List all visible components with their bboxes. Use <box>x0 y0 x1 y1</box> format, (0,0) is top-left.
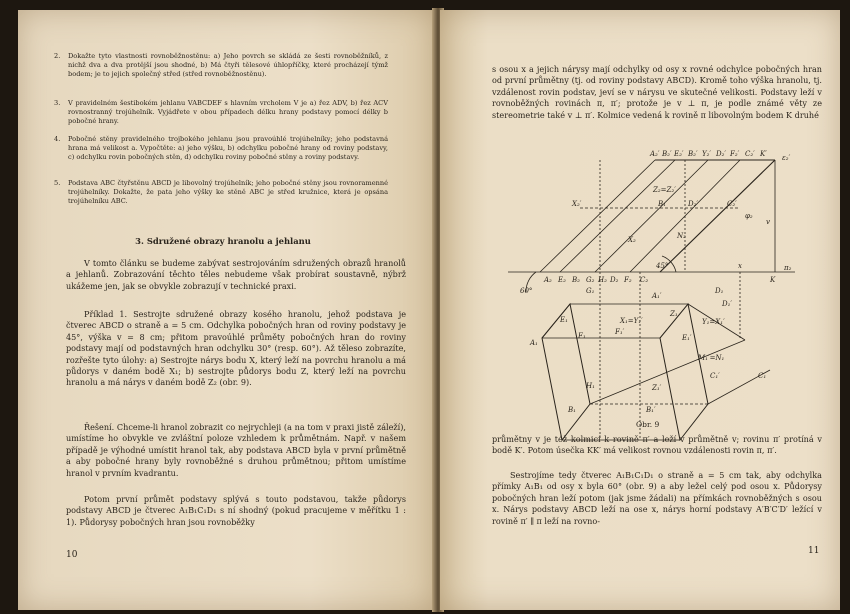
section-heading: 3. Sdružené obrazy hranolu a jehlanu <box>135 236 311 246</box>
label-axis: B₂ <box>572 276 580 284</box>
label-lower: D₁ <box>715 287 724 295</box>
paragraph: Řešení. Chceme-li hranol zobrazit co nejrychleji (a na tom v praxi jistě záleží), umístíme ho obvykle ve zvláštní poloze vzhledem k průmětnám. Např. v našem případě je výhodné umístit hranol tak, aby podstava ABCD byla v první průmětně a aby pobočné hrany byly rovnoběžné s druhou průmětnou; přitom umístíme hranol v prvním kvadrantu. <box>66 422 406 478</box>
left-page <box>18 10 436 610</box>
label-lower: Z₁′ <box>652 384 662 392</box>
label-upper: v <box>766 218 770 226</box>
paragraph: Potom první průmět podstavy splývá s touto podstavou, takže půdorys podstavy ABCD je čtverec A₁B₁C₁D₁ s ní shodný (pokud pracujeme v měřítku 1 : 1). Půdorysy pobočných hran jsou rovnoběžky <box>66 494 406 527</box>
label-upper: B₁′ <box>658 200 668 208</box>
label-axis: G₂ <box>586 276 595 284</box>
label-lower: C₁ <box>758 372 767 380</box>
lateral-edge <box>595 160 708 272</box>
lateral-edge <box>560 160 675 272</box>
exercise-item: 4. Pobočné stěny pravidelného trojbokého jehlanu jsou pravoúhlé trojúhelníky; jeho podstavná hrana má velikost a. Vypočtěte: a) jeho výšku, b) odchylku pobočné hrany od roviny podstavy, c) odchylku rovin pobočných stěn, d) odchylku roviny pobočné stěny a roviny podstavy. <box>54 135 388 162</box>
label-axis: H₂ <box>598 276 607 284</box>
label-top: F₂′ <box>730 150 740 158</box>
label-axis: K <box>770 276 776 284</box>
label-lower: G₁ <box>586 287 595 295</box>
label-lower: B₁ <box>568 406 576 414</box>
label-upper: Z₂=Z₂′ <box>653 186 676 194</box>
label-lower: X₁=Y₁′ <box>620 317 643 325</box>
page-number: 10 <box>66 550 78 560</box>
label-axis: C₂ <box>640 276 649 284</box>
base-square-plan <box>542 304 590 440</box>
label-top: B₂′ <box>662 150 672 158</box>
label-upper: X₂′ <box>572 200 582 208</box>
label-axis: D₂ <box>610 276 619 284</box>
label-top: D₂′ <box>716 150 727 158</box>
label-upper: X₂ <box>628 236 636 244</box>
label-lower: M₁′=N₁ <box>698 354 725 362</box>
paragraph: průmětny v je též kolmicí k rovině π′ a leží v průmětně v; rovinu π′ protíná v bodě K′. Potom úsečka KK′ má velikost rovnou vzdálenosti rovin π, π′. <box>492 434 822 456</box>
label-top: A₂′ <box>650 150 660 158</box>
label-top: E₂′ <box>674 150 684 158</box>
label-lower: D₁′ <box>722 300 733 308</box>
label-upper: φ₂ <box>745 212 753 220</box>
label-axis: E₂ <box>558 276 566 284</box>
label-lower: H₁ <box>586 382 595 390</box>
right-page <box>440 10 840 610</box>
figure-caption: Obr. 9 <box>636 420 660 429</box>
label-top: ε₂′ <box>782 154 791 162</box>
label-lower: A₁ <box>530 339 538 347</box>
label-top: B₂′ <box>688 150 698 158</box>
label-lower: A₁′ <box>652 292 662 300</box>
label-upper: D₂′ <box>688 200 699 208</box>
paragraph: V tomto článku se budeme zabývat sestrojováním sdružených obrazů hranolů a jehlanů. Zobrazování těchto těles nebudeme však probírat soustavně, nýbrž ukážeme jen, jak se obvykle zobrazují v technické praxi. <box>66 258 406 291</box>
paragraph: Sestrojíme tedy čtverec A₁B₁C₁D₁ o straně a = 5 cm tak, aby odchylka přímky A₁B₁ od osy x byla 60° (obr. 9) a aby ležel celý pod osou x. Půdorysy pobočných hran leží potom (jak jsme žádali) na přímkách rovnoběžných s osou x. Nárys podstavy ABCD leží na ose x, nárys horní podstavy A′B′C′D′ ležící v rovině π′ ∥ π leží na rovno- <box>492 470 822 526</box>
label-axis: 45° <box>656 262 669 270</box>
exercise-item: 3. V pravidelném šestibokém jehlanu VABCDEF s hlavním vrcholem V je a) řez ADV, b) řez ACV rovnostranný trojúhelník. Vyjádřete v obou případech délku hrany podstavy pomocí délky b pobočné hrany. <box>54 99 388 126</box>
paragraph: Příklad 1. Sestrojte sdružené obrazy kosého hranolu, jehož podstava je čtverec ABCD o straně a = 5 cm. Odchylka pobočných hran od roviny podstavy je 45°, výška v = 8 cm; přitom pravoúhlé průměty pobočných hran do roviny podstavy mají od podstavných hran odchylku 30° (resp. 60°). Až těleso zobrazíte, rozřešte tyto úlohy: a) Sestrojte nárys bodu X, který leží na povrchu hranolu a má půdorys v daném bodě X₁; b) sestrojte půdorys bodu Z, který leží na povrchu hranolu a má nárys v daném bodě Z₂ (obr. 9). <box>66 309 406 388</box>
section-line <box>590 340 745 404</box>
label-lower: Y₁=X₁′ <box>702 318 725 326</box>
label-lower: B₁′ <box>646 406 656 414</box>
label-axis: π₂ <box>784 264 792 272</box>
lateral-edge <box>540 160 655 272</box>
label-lower: E₁ <box>560 316 568 324</box>
label-top: K′ <box>760 150 767 158</box>
label-axis: F₂ <box>624 276 632 284</box>
label-axis: 60° <box>520 287 533 295</box>
label-top: Y₂′ <box>702 150 712 158</box>
lateral-edge <box>660 160 775 272</box>
label-lower: F₁′ <box>615 328 625 336</box>
paragraph: s osou x a jejich nárysy mají odchylky od osy x rovné odchylce pobočných hran od první průmětny (tj. od roviny podstavy ABCD). Kromě toho výška hranolu, tj. vzdálenost rovin podstav, jeví se v nárysu ve skutečné velikosti. Podstavy leží v rovnoběžných rovinách π, π′; protože je v ⊥ π, je podle známé věty ze stereometrie také v ⊥ π′. Kolmice vedená k rovině π libovolným bodem K druhé <box>492 64 822 120</box>
label-axis: x <box>738 262 742 270</box>
label-lower: C₁′ <box>710 372 720 380</box>
label-top: C₂′ <box>745 150 755 158</box>
label-axis: A₂ <box>544 276 552 284</box>
exercise-item: 5. Podstava ABC čtyřstěnu ABCD je libovolný trojúhelník; jeho pobočné stěny jsou rovnoramenné trojúhelníky. Dokažte, že pata jeho výšky ke stěně ABC je střed kružnice, která je opsána trojúhelníku ABC. <box>54 179 388 206</box>
exercise-item: 2. Dokažte tyto vlastnosti rovnoběžnostěnu: a) Jeho povrch se skládá ze šesti rovnoběžníků, z nichž dva a dva protější jsou shodné, b) Má čtyři tělesové úhlopříčky, které procházejí týmž bodem; je to jejich společný střed (střed rovnoběžnostěnu). <box>54 52 388 79</box>
label-upper: C₂′ <box>727 200 737 208</box>
label-lower: Z₁ <box>670 310 678 318</box>
label-upper: N₂ <box>677 232 686 240</box>
page-number: 11 <box>808 546 820 556</box>
label-lower: F₁ <box>578 332 586 340</box>
label-lower: E₁′ <box>682 334 692 342</box>
